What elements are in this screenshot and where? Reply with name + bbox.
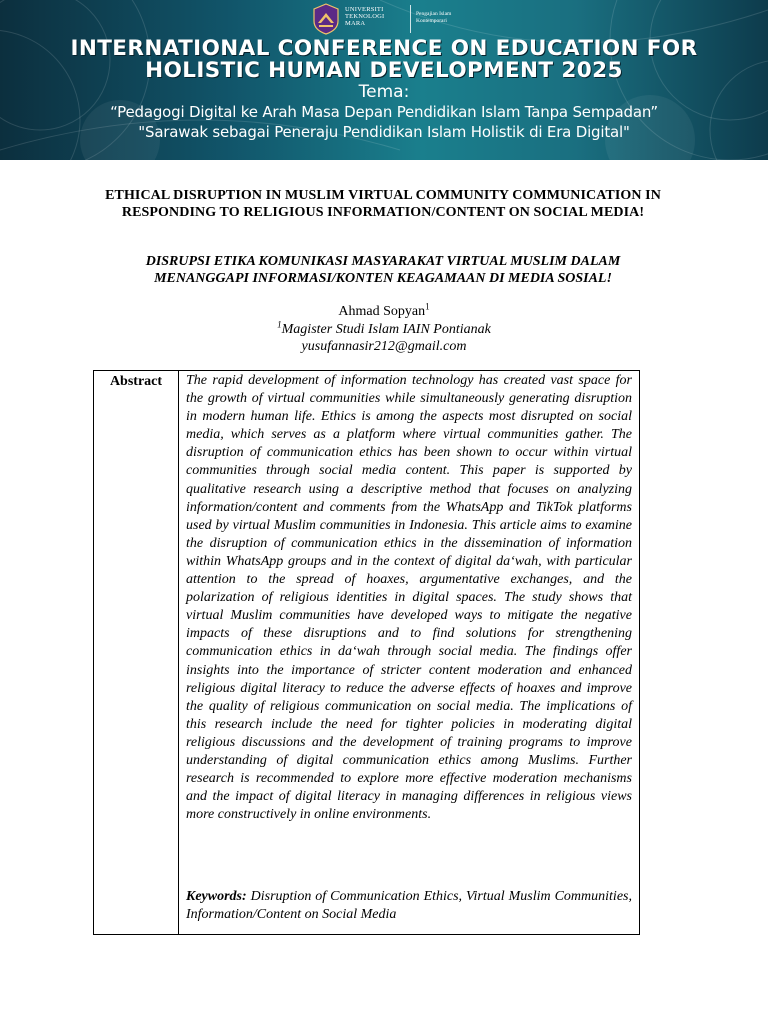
paper-title-indonesian: DISRUPSI ETIKA KOMUNIKASI MASYARAKAT VIRTUAL MUSLIM DALAM MENANGGAPI INFORMASI/KONTEN KEAGAMAAN DI MEDIA SOSIAL! [145,254,621,286]
author-line [0,303,768,321]
author-affiliation-line [0,321,768,338]
keywords-label: Keywords: [186,889,247,904]
university-crest-icon [312,3,340,35]
uitm-logo [312,3,472,37]
university-name [345,6,403,27]
author-email: yusufannasir212@gmail.com [301,339,467,354]
university-line-2: TEKNOLOGI [345,13,385,20]
university-line-1: UNIVERSITI [345,6,384,13]
abstract-table [93,370,640,935]
university-line-3: MARA [345,20,366,27]
conference-title-line-1: INTERNATIONAL CONFERENCE ON EDUCATION FOR [70,36,698,61]
author-superscript: 1 [425,301,430,312]
affiliation-superscript: 1 [277,319,282,330]
paper-title-english: ETHICAL DISRUPTION IN MUSLIM VIRTUAL COMMUNITY COMMUNICATION IN RESPONDING TO RELIGIOUS INFORMATION/CONTENT ON SOCIAL MEDIA! [105,188,661,220]
author-name: Ahmad Sopyan [338,304,426,319]
keywords-list: Disruption of Communication Ethics, Virtual Muslim Communities, Information/Content on Social Media [186,889,632,923]
abstract-column-divider [178,371,179,934]
conference-banner [0,0,768,160]
faculty-name [416,11,476,25]
keywords [186,888,632,924]
theme-line-1: “Pedagogi Digital ke Arah Masa Depan Pendidikan Islam Tanpa Sempadan” [110,103,658,121]
logo-separator [410,5,411,33]
abstract-label: Abstract [109,374,163,389]
faculty-line-2: Kontemporari [416,18,447,24]
conference-title-line-2: HOLISTIC HUMAN DEVELOPMENT 2025 [145,58,623,83]
faculty-line-1: Pengajian Islam [416,11,452,17]
author-affiliation: Magister Studi Islam IAIN Pontianak [281,322,491,337]
theme-line-2: "Sarawak sebagai Peneraju Pendidikan Islam Holistik di Era Digital" [138,123,630,141]
abstract-text: The rapid development of information technology has created vast space for the growth of virtual communities while simultaneously generating disruption in modern human life. Ethics is among the aspects most disrupted on social media, which serves as a platform where virtual communities gather. The disruption of communication ethics has been shown to occur within virtual communities through social media content. This paper is supported by qualitative research using a descriptive method that focuses on analyzing information/content and comments from the WhatsApp and TikTok platforms used by virtual Muslim communities in Indonesia. This article aims to examine the disruption of communication ethics in the dissemination of information within WhatsApp groups and in the context of digital da‘wah, with particular attention to the spread of hoaxes, argumentative exchanges, and the polarization of religious identities in digital spaces. The study shows that virtual Muslim communities have developed ways to mitigate the negative impacts of these disruptions and to find solutions for strengthening communication ethics in da‘wah through social media. The findings offer insights into the importance of stricter content moderation and enhanced religious digital literacy to reduce the adverse effects of hoaxes and improve the quality of religious communication on social media. The implications of this research include the need for tighter policies in moderating digital religious discussions and the development of training programs to improve understanding of digital communication ethics among Muslims. Further research is recommended to explore more effective moderation mechanisms and the impact of digital literacy in managing differences in religious views more constructively in online environments. [186,373,632,823]
theme-label: Tema: [358,82,410,102]
